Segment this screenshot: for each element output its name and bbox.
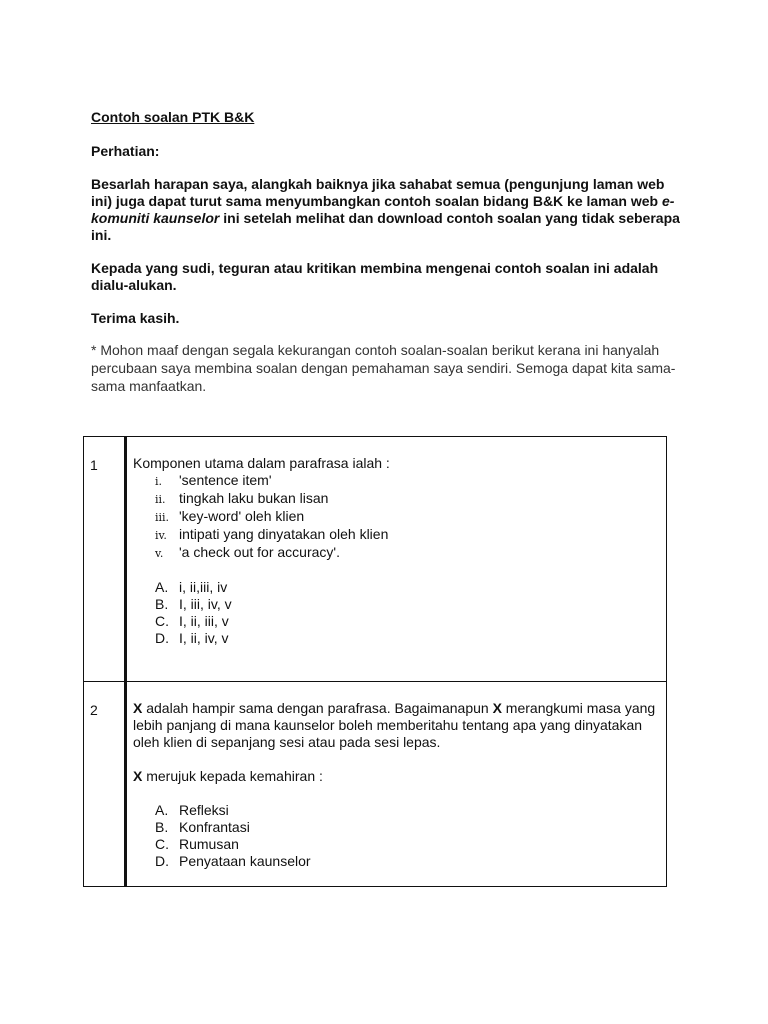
answer-option: C. Rumusan (155, 836, 239, 852)
disclaimer-note: * Mohon maaf dengan segala kekurangan contoh soalan-soalan berikut kerana ini hanyalah percubaan saya membina soalan dengan pemahaman saya sendiri. Semoga dapat kita sama-sama manfaatkan. (91, 342, 676, 394)
answer-option: C. I, ii, iii, v (155, 613, 229, 629)
answer-option: B. I, iii, iv, v (155, 596, 232, 612)
list-item: ii. tingkah laku bukan lisan (155, 490, 329, 506)
perhatian-heading: Perhatian: (91, 143, 160, 159)
document-header (91, 108, 681, 395)
question-number: 2 (84, 682, 126, 887)
answer-option: A. i, ii,iii, iv (155, 579, 228, 595)
intro-text-1: Besarlah harapan saya, alangkah baiknya jika sahabat semua (pengunjung laman web ini) juga dapat turut sama menyumbangkan contoh soalan bidang B&K ke laman web (91, 176, 665, 209)
question-number: 1 (84, 437, 126, 682)
answer-options (133, 802, 656, 870)
answer-options (133, 579, 656, 647)
intro-paragraph (91, 176, 681, 244)
table-row (84, 437, 667, 682)
question-stem: Komponen utama dalam parafrasa ialah : (133, 455, 390, 471)
answer-option: D. I, ii, iv, v (155, 630, 229, 646)
answer-option: B. Konfrantasi (155, 819, 250, 835)
intro-text-2: ini setelah melihat dan download contoh soalan yang tidak seberapa ini. (91, 210, 680, 243)
roman-list (133, 472, 656, 562)
question-cell (126, 437, 667, 682)
doc-title: Contoh soalan PTK B&K (91, 109, 255, 125)
question-table (83, 436, 667, 887)
question-subprompt: X merujuk kepada kemahiran : (133, 768, 323, 784)
intro-italic: e-komuniti kaunselor (91, 193, 675, 226)
list-item: iii. 'key-word' oleh klien (155, 508, 305, 524)
table-row (84, 682, 667, 887)
answer-option: A. Refleksi (155, 802, 229, 818)
list-item: v. 'a check out for accuracy'. (155, 544, 340, 560)
list-item: iv. intipati yang dinyatakan oleh klien (155, 526, 389, 542)
answer-option: D. Penyataan kaunselor (155, 853, 311, 869)
list-item: i. 'sentence item' (155, 472, 272, 488)
feedback-paragraph: Kepada yang sudi, teguran atau kritikan membina mengenai contoh soalan ini adalah dialu-alukan. (91, 260, 659, 293)
question-cell (126, 682, 667, 887)
question-stem: X adalah hampir sama dengan parafrasa. Bagaimanapun X merangkumi masa yang lebih panjang di mana kaunselor boleh memberitahu tentang apa yang dinyatakan oleh klien di sepanjang sesi atau pada sesi lepas. (133, 700, 656, 750)
thanks-text: Terima kasih. (91, 310, 180, 326)
